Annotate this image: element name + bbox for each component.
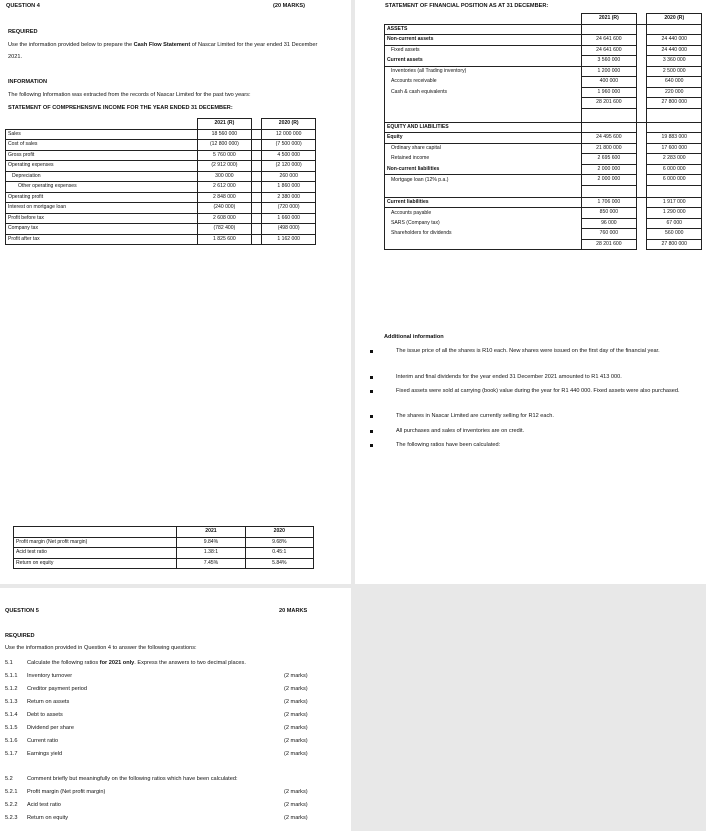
value-2020: 6 000 000 xyxy=(647,164,702,175)
item-marks: (2 marks) xyxy=(284,738,308,744)
item-text: Debt to assets xyxy=(27,712,63,718)
column-header: 2021 xyxy=(177,527,245,538)
table-row xyxy=(385,45,702,56)
ratios-table-visible xyxy=(13,526,314,569)
row-label: Inventories (all Trading inventory) xyxy=(385,66,582,77)
value-2021: 5 760 000 xyxy=(198,150,252,161)
row-label: Profit margin (Net profit margin) xyxy=(14,537,177,548)
sci-title: STATEMENT OF COMPREHENSIVE INCOME FOR THE YEAR ENDED 31 DECEMBER: xyxy=(8,105,233,111)
additional-info-item: Interim and final dividends for the year ended 31 December 2021 amounted to R1 413 000. xyxy=(396,374,622,380)
spacer xyxy=(251,224,262,235)
row-label: Other operating expenses xyxy=(6,182,198,193)
table-row xyxy=(385,175,702,186)
value-2020: 1 917 000 xyxy=(647,197,702,208)
required-heading: REQUIRED xyxy=(8,29,38,35)
value-2021: (782 400) xyxy=(198,224,252,235)
table-row xyxy=(385,87,702,98)
information-text: The following Information was extracted from the records of Nascar Limited for the past two years: xyxy=(8,92,251,98)
value-2020: 12 000 000 xyxy=(262,129,316,140)
value-2020: 24 440 000 xyxy=(647,35,702,46)
value-2021: (12 800 000) xyxy=(198,140,252,151)
value-2021: 2 000 000 xyxy=(582,175,636,186)
row-label xyxy=(385,98,582,109)
bullet-icon xyxy=(370,430,373,433)
column-header: 2020 xyxy=(245,527,313,538)
spacer xyxy=(636,164,647,175)
row-label: Profit before tax xyxy=(6,213,198,224)
spacer xyxy=(636,45,647,56)
table-row xyxy=(385,239,702,250)
spacer xyxy=(636,197,647,208)
spacer xyxy=(251,129,262,140)
value-2021: 1.38:1 xyxy=(177,548,245,559)
spacer xyxy=(636,98,647,109)
item-number: 5.1.7 xyxy=(5,751,18,757)
row-label: Profit after tax xyxy=(6,234,198,245)
item-marks: (2 marks) xyxy=(284,725,308,731)
table-row xyxy=(385,154,702,165)
item-marks: (2 marks) xyxy=(284,789,308,795)
income-statement-table xyxy=(5,118,316,245)
value-2021: 7.45% xyxy=(177,558,245,569)
value-2020: 6 000 000 xyxy=(647,175,702,186)
table-row xyxy=(6,182,316,193)
spacer xyxy=(251,150,262,161)
item-marks: (2 marks) xyxy=(284,815,308,821)
value-2020: 17 600 000 xyxy=(647,143,702,154)
value-2020: 3 360 000 xyxy=(647,56,702,67)
value-2021: 400 000 xyxy=(582,77,636,88)
gap-cell xyxy=(636,108,647,122)
value-2021: 96 000 xyxy=(582,218,636,229)
row-label: Non-current liabilities xyxy=(385,164,582,175)
value-2020: 0.45:1 xyxy=(245,548,313,559)
value-2021: 2 848 000 xyxy=(198,192,252,203)
row-label: Return on equity xyxy=(14,558,177,569)
row-label: Sales xyxy=(6,129,198,140)
value-2020: 24 440 000 xyxy=(647,45,702,56)
column-header: 2021 (R) xyxy=(582,14,636,25)
value-2021: 24 641 600 xyxy=(582,35,636,46)
value-2021: 1 825 600 xyxy=(198,234,252,245)
row-label xyxy=(385,239,582,250)
table-row xyxy=(6,171,316,182)
item-text: Creditor payment period xyxy=(27,686,88,692)
value-2020: 27 800 000 xyxy=(647,239,702,250)
bullet-icon xyxy=(370,415,373,418)
spacer xyxy=(636,143,647,154)
value-2021: 2 608 000 xyxy=(198,213,252,224)
item-number: 5.1.3 xyxy=(5,699,18,705)
page-question-4 xyxy=(0,0,351,584)
bullet-icon xyxy=(370,390,373,393)
value-2021: 2 000 000 xyxy=(582,164,636,175)
required-text: Use the information provided below to prepare the Cash Flow Statement of Nascar Limited for the year ended 31 December 2021. xyxy=(8,42,318,60)
value-2021: (240 000) xyxy=(198,203,252,214)
value-2020: 5.84% xyxy=(245,558,313,569)
table-row xyxy=(14,558,314,569)
row-label: Equity xyxy=(385,133,582,144)
value-2020: 19 883 000 xyxy=(647,133,702,144)
gap-cell xyxy=(647,108,702,122)
row-label: Cash & cash equivalents xyxy=(385,87,582,98)
spacer xyxy=(636,122,647,133)
value-2020: 27 800 000 xyxy=(647,98,702,109)
row-label: Company tax xyxy=(6,224,198,235)
question-4-marks: (20 MARKS) xyxy=(273,3,306,9)
value-2020: 1 660 000 xyxy=(262,213,316,224)
row-label: Shareholders for dividends xyxy=(385,229,582,240)
header-blank xyxy=(14,527,177,538)
information-heading: INFORMATION xyxy=(8,79,48,85)
table-row xyxy=(6,224,316,235)
table-gap xyxy=(385,108,702,122)
column-header: 2020 (R) xyxy=(262,119,316,130)
item-text: Return on assets xyxy=(27,699,70,705)
empty-area xyxy=(355,588,706,831)
table-row xyxy=(14,537,314,548)
row-label: ASSETS xyxy=(385,24,582,35)
value-2021: (2 912 000) xyxy=(198,161,252,172)
value-2021 xyxy=(582,122,636,133)
value-2020: 2 283 000 xyxy=(647,154,702,165)
spacer xyxy=(636,218,647,229)
item-text: Acid test ratio xyxy=(27,802,61,808)
q5-intro: Use the information provided in Question 4 to answer the following questions: xyxy=(5,645,197,651)
item-number: 5.1.1 xyxy=(5,673,18,679)
row-label: Ordinary share capital xyxy=(385,143,582,154)
spacer xyxy=(636,24,647,35)
gap-cell xyxy=(582,108,636,122)
item-number: 5.2.1 xyxy=(5,789,18,795)
spacer xyxy=(636,133,647,144)
row-label: Interest on mortgage loan xyxy=(6,203,198,214)
value-2021: 28 201 600 xyxy=(582,239,636,250)
value-2021: 1 706 000 xyxy=(582,197,636,208)
value-2021: 2 695 600 xyxy=(582,154,636,165)
q5-2-instruction: Comment briefly but meaningfully on the following ratios which have been calculated: xyxy=(27,776,238,782)
value-2020: 1 290 000 xyxy=(647,208,702,219)
spacer xyxy=(636,239,647,250)
table-row xyxy=(385,208,702,219)
value-2020: 4 500 000 xyxy=(262,150,316,161)
value-2021: 18 560 000 xyxy=(198,129,252,140)
table-row xyxy=(385,24,702,35)
item-marks: (2 marks) xyxy=(284,699,308,705)
row-label: Operating expenses xyxy=(6,161,198,172)
additional-info-item: All purchases and sales of inventories are on credit. xyxy=(396,428,525,434)
page-question-5 xyxy=(0,588,351,831)
bullet-icon xyxy=(370,444,373,447)
row-label: Accounts payable xyxy=(385,208,582,219)
value-2021: 24 641 600 xyxy=(582,45,636,56)
spacer xyxy=(636,154,647,165)
item-number: 5.2.2 xyxy=(5,802,18,808)
gap-cell xyxy=(385,185,582,197)
column-header: 2020 (R) xyxy=(647,14,702,25)
item-text: Current ratio xyxy=(27,738,59,744)
value-2020: (2 120 000) xyxy=(262,161,316,172)
value-2020: 1 162 000 xyxy=(262,234,316,245)
item-marks: (2 marks) xyxy=(284,673,308,679)
row-label: Gross profit xyxy=(6,150,198,161)
spacer xyxy=(251,213,262,224)
row-label: Acid test ratio xyxy=(14,548,177,559)
additional-info-item: The following ratios have been calculated: xyxy=(396,442,501,448)
table-row xyxy=(385,122,702,133)
item-marks: (2 marks) xyxy=(284,712,308,718)
table-row xyxy=(385,218,702,229)
sfp-title: STATEMENT OF FINANCIAL POSITION AS AT 31 DECEMBER: xyxy=(385,3,549,9)
row-label: Fixed assets xyxy=(385,45,582,56)
table-row xyxy=(385,77,702,88)
item-marks: (2 marks) xyxy=(284,686,308,692)
question-4-title: QUESTION 4 xyxy=(6,3,40,9)
table-row xyxy=(385,56,702,67)
table-row xyxy=(385,229,702,240)
row-label: Current assets xyxy=(385,56,582,67)
spacer xyxy=(251,203,262,214)
row-label: Retained income xyxy=(385,154,582,165)
additional-info-item: The shares in Nascar Limited are currently selling for R12 each. xyxy=(396,413,554,419)
table-row xyxy=(6,140,316,151)
row-label: Depreciation xyxy=(6,171,198,182)
table-row xyxy=(385,143,702,154)
spacer xyxy=(251,192,262,203)
row-label: Accounts receivable xyxy=(385,77,582,88)
value-2020: 2 380 000 xyxy=(262,192,316,203)
spacer xyxy=(636,77,647,88)
value-2020: (7 500 000) xyxy=(262,140,316,151)
row-label: SARS (Company tax) xyxy=(385,218,582,229)
row-label: Cost of sales xyxy=(6,140,198,151)
item-number: 5.1.6 xyxy=(5,738,18,744)
gap-cell xyxy=(385,108,582,122)
spacer xyxy=(251,171,262,182)
spacer xyxy=(636,175,647,186)
item-text: Earnings yield xyxy=(27,751,63,757)
value-2021: 21 800 000 xyxy=(582,143,636,154)
additional-info-item: Fixed assets were sold at carrying (book) value during the year for R1 440 000. Fixed assets were also purchased. xyxy=(396,388,680,394)
item-number: 5.1.5 xyxy=(5,725,18,731)
additional-info-item: The issue price of all the shares is R10 each. New shares were issued on the first day of the financial year. xyxy=(396,348,660,354)
gap-cell xyxy=(647,185,702,197)
value-2020: (498 000) xyxy=(262,224,316,235)
row-label: Current liabilities xyxy=(385,197,582,208)
item-number: 5.1.4 xyxy=(5,712,18,718)
value-2020: 220 000 xyxy=(647,87,702,98)
item-text: Inventory turnover xyxy=(27,673,73,679)
spacer xyxy=(251,161,262,172)
value-2021: 300 000 xyxy=(198,171,252,182)
q5-1-number: 5.1 xyxy=(5,660,13,666)
spacer xyxy=(251,140,262,151)
table-row xyxy=(385,133,702,144)
table-row xyxy=(6,234,316,245)
value-2021: 9.84% xyxy=(177,537,245,548)
value-2020: 2 500 000 xyxy=(647,66,702,77)
table-gap xyxy=(385,185,702,197)
q5-required-heading: REQUIRED xyxy=(5,633,35,639)
table-row xyxy=(6,150,316,161)
page-financial-position xyxy=(355,0,706,584)
value-2021: 1 960 000 xyxy=(582,87,636,98)
additional-info-heading: Additional information xyxy=(384,334,444,340)
value-2020: 67 000 xyxy=(647,218,702,229)
table-header-row xyxy=(6,119,316,130)
value-2020: 560 000 xyxy=(647,229,702,240)
item-text: Dividend per share xyxy=(27,725,74,731)
question-5-marks: 20 MARKS xyxy=(279,608,308,614)
value-2020: 260 000 xyxy=(262,171,316,182)
table-row xyxy=(14,548,314,559)
table-header-row xyxy=(14,527,314,538)
question-5-title: QUESTION 5 xyxy=(5,608,39,614)
item-text: Return on equity xyxy=(27,815,69,821)
column-header: 2021 (R) xyxy=(198,119,252,130)
bullet-icon xyxy=(370,376,373,379)
item-number: 5.1.2 xyxy=(5,686,18,692)
row-label: Operating profit xyxy=(6,192,198,203)
item-marks: (2 marks) xyxy=(284,802,308,808)
table-row xyxy=(6,129,316,140)
gap-cell xyxy=(636,185,647,197)
table-row xyxy=(385,164,702,175)
value-2021: 1 200 000 xyxy=(582,66,636,77)
value-2020: (720 000) xyxy=(262,203,316,214)
financial-position-table xyxy=(384,13,702,250)
value-2020: 1 860 000 xyxy=(262,182,316,193)
value-2021: 2 612 000 xyxy=(198,182,252,193)
value-2021: 760 000 xyxy=(582,229,636,240)
spacer xyxy=(636,229,647,240)
row-label: Mortgage loan (12% p.a.) xyxy=(385,175,582,186)
spacer xyxy=(636,208,647,219)
table-header-row xyxy=(385,14,702,25)
value-2021 xyxy=(582,24,636,35)
value-2020 xyxy=(647,24,702,35)
value-2021: 850 000 xyxy=(582,208,636,219)
table-row xyxy=(385,197,702,208)
value-2021: 24 495 600 xyxy=(582,133,636,144)
item-number: 5.2.3 xyxy=(5,815,18,821)
table-row xyxy=(385,66,702,77)
gap-cell xyxy=(582,185,636,197)
row-label: Non-current assets xyxy=(385,35,582,46)
item-text: Profit margin (Net profit margin) xyxy=(27,789,106,795)
q5-1-instruction: Calculate the following ratios for 2021 only. Express the answers to two decimal places. xyxy=(27,660,246,666)
row-label: EQUITY AND LIABILITIES xyxy=(385,122,582,133)
spacer xyxy=(251,182,262,193)
spacer xyxy=(636,35,647,46)
value-2021: 3 560 000 xyxy=(582,56,636,67)
item-marks: (2 marks) xyxy=(284,751,308,757)
table-row xyxy=(6,161,316,172)
value-2020: 9.68% xyxy=(245,537,313,548)
value-2020: 640 000 xyxy=(647,77,702,88)
value-2021: 28 201 600 xyxy=(582,98,636,109)
q5-2-number: 5.2 xyxy=(5,776,13,782)
bullet-icon xyxy=(370,350,373,353)
table-row xyxy=(6,213,316,224)
value-2020 xyxy=(647,122,702,133)
spacer xyxy=(251,234,262,245)
spacer xyxy=(636,56,647,67)
spacer xyxy=(636,66,647,77)
table-row xyxy=(6,203,316,214)
table-row xyxy=(385,35,702,46)
table-row xyxy=(6,192,316,203)
spacer xyxy=(636,87,647,98)
table-row xyxy=(385,98,702,109)
